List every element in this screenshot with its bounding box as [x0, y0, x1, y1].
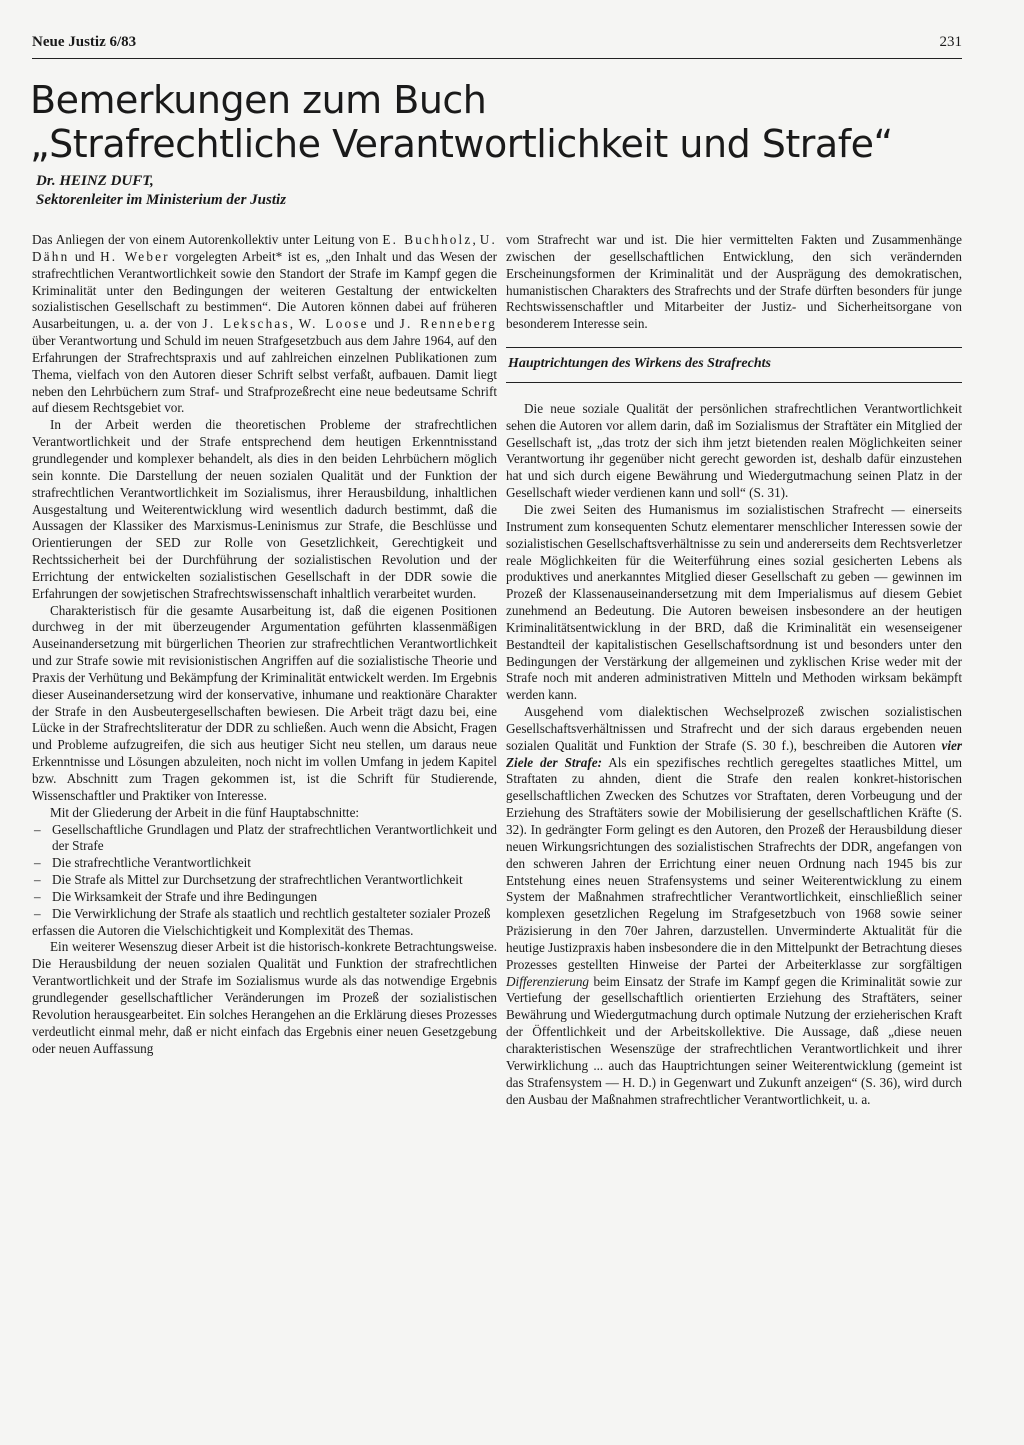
section-heading: Hauptrichtungen des Wirkens des Strafrechts [506, 347, 962, 383]
author-name-spaced: W. Loose [298, 316, 369, 332]
emphasis: vier Ziele der Strafe: [506, 737, 962, 770]
journal-issue: Neue Justiz 6/83 [32, 34, 137, 50]
page-number: 231 [939, 34, 962, 50]
emphasis: Differenzierung [506, 973, 590, 989]
title-line-2: „Strafrechtliche Verantwortlichkeit und Strafe“ [30, 122, 893, 166]
paragraph: Ein weiterer Wesenszug dieser Arbeit ist die historisch-konkrete Betrachtungsweise. Die Herausbildung der neuen sozialen Qualität und Funktion der strafrechtlichen Verantwortlichkeit und der Strafe im Sozialismus wurde als das notwendige Ergebnis grundlegender gesellschaftlicher Veränderungen im Prozeß der sozialistischen Revolution herausgearbeitet. Ein solches Herangehen an die Erklärung dieses Prozesses verdeutlicht einmal mehr, daß er nicht einfach das Ergebnis einer neuen Gesetzgebung oder neuen Auffassung [32, 939, 497, 1056]
chapter-list [32, 822, 497, 923]
list-item: – Die Wirksamkeit der Strafe und ihre Bedingungen [32, 889, 497, 906]
paragraph: Mit der Gliederung der Arbeit in die fünf Hauptabschnitte: [50, 804, 360, 820]
left-column [32, 232, 497, 1057]
author-block [36, 172, 536, 210]
article-title [30, 78, 930, 166]
author-name-spaced: J. Lekschas [202, 316, 290, 332]
author-position: Sektorenleiter im Ministerium der Justiz [36, 192, 287, 208]
author-name-spaced: H. Weber [100, 248, 170, 264]
author-name-spaced: J. Renneberg [399, 316, 497, 332]
paragraph: Die zwei Seiten des Humanismus im sozialistischen Strafrecht — einerseits Instrument zum konsequenten Schutz elementarer menschlicher Interessen sowie der sozialistischen Gesellschaftsverhältnisse zu sein und andererseits dem Rechtsverletzer reale Möglichkeiten für die Weiterführung eines sozial gesicherten Lebens als produktives und anerkanntes Mitglied dieser Gesellschaft zu geben — gewinnen im Prozeß der Klassenauseinandersetzung mit dem Imperialismus auf diesem Gebiet zunehmend an Bedeutung. Die Autoren beweisen insbesondere an der heutigen Kriminalitätsentwicklung in der BRD, daß die Kriminalität ein wesenseigener Bestandteil der kapitalistischen Gesellschaftsordnung ist und besonders unter den Bedingungen der Verstärkung der allgemeinen und zyklischen Krise weder mit der Strafe noch mit anderen administrativen Mitteln und Methoden wirksam bekämpft werden kann. [506, 501, 962, 703]
list-item: – Gesellschaftliche Grundlagen und Platz der strafrechtlichen Verantwortlichkeit und der Strafe [32, 822, 497, 856]
author-name-spaced: E. Buchholz [382, 232, 473, 247]
right-column [506, 232, 962, 1108]
paragraph: Ausgehend vom dialektischen Wechselprozeß zwischen sozialistischen Gesellschaftsverhältnissen und Strafrecht und der sich daraus ergebenden neuen sozialen Qualität und Funktion der Strafe (S. 30 f.), beschreiben die Autoren vier Ziele der Strafe: Als ein spezifisches rechtlich geregeltes staatliches Mittel, um Straftaten zu ahnden, dient die Strafe den realen konkret-historischen gesellschaftlichen Zwecken des Schutzes vor Straftaten, deren Vorbeugung und der Erziehung des Straftäters sowie der Mobilisierung der gesellschaftlichen Kräfte (S. 32). In gedrängter Form gelingt es den Autoren, den Prozeß der Herausbildung dieser neuen Wirkungsrichtungen des sozialistischen Strafrechts der DDR, angefangen von den schweren Jahren der Errichtung einer neuen Ordnung nach 1945 bis zur Entstehung eines neuen Strafensystems und seiner Weiterentwicklung zu einem System der Maßnahmen strafrechtlicher Verantwortlichkeit, einschließlich seiner komplexen gesetzlichen Regelung im Strafgesetzbuch von 1968 sowie seiner Präzisierung in den 70er Jahren, darzustellen. Unverminderte Aktualität für die heutige Justizpraxis haben insbesondere die in den Mittelpunkt der Betrachtung dieses Prozesses gestellten Hinweise der Partei der Arbeiterklasse zur sorgfältigen Differenzierung beim Einsatz der Strafe im Kampf gegen die Kriminalität sowie zur Vertiefung der gesellschaftlich orientierten Erziehung des Straftäters, seiner Bewährung und Wiedergutmachung durch optimale Nutzung der erzieherischen Kraft der Öffentlichkeit und der Arbeitskollektive. Die Aussage, daß „diese neuen charakteristischen Wesenszüge der strafrechtlichen Verantwortlichkeit und ihrer Verwirklichung ... auch das Hauptrichtungen seiner Weiterentwicklung (gemeint ist das Strafensystem — H. D.) in Gegenwart und Zukunft anzeigen“ (S. 36), wird durch den Ausbau der Maßnahmen strafrechtlicher Verantwortlichkeit, u. a. [506, 704, 963, 1107]
paragraph: erfassen die Autoren die Vielschichtigkeit und Komplexität des Themas. [32, 922, 414, 938]
list-item: – Die Strafe als Mittel zur Durchsetzung der strafrechtlichen Verantwortlichkeit [32, 872, 497, 889]
author-name-spaced: U. Dähn [32, 232, 497, 264]
paragraph: Charakteristisch für die gesamte Ausarbeitung ist, daß die eigenen Positionen durchweg in der mit überzeugender Argumentation geführten klassenmäßigen Auseinandersetzung mit bürgerlichen Theorien zur strafrechtlichen Verantwortlichkeit und zur Strafe sowie mit revisionistischen Angriffen auf die sozialistische Theorie und Praxis der Verhütung und Bekämpfung der Kriminalität entwickelt werden. Im Ergebnis dieser Auseinandersetzung wird der konservative, inhumane und reaktionäre Charakter der Strafe in den Ausbeutergesellschaften bewiesen. Die Arbeit trägt dazu bei, eine Lücke in der Strafrechtsliteratur der DDR zu schließen. Auch wenn die Absicht, Fragen und Probleme aufzugreifen, die sich aus heutiger Sicht neu stellen, um daraus neue Erkenntnisse und Lösungen abzuleiten, noch nicht im vollen Umfang in jedem Kapitel bzw. Abschnitt zum Tragen gekommen ist, ist die Schrift für Studierende, Wissenschaftler und Praktiker von Interesse. [32, 602, 497, 803]
paragraph: In der Arbeit werden die theoretischen Probleme der strafrechtlichen Verantwortlichkeit und der Strafe entsprechend dem heutigen Erkenntnisstand grundlegender und komplexer behandelt, als dies in den beiden Lehrbüchern möglich sein konnte. Die Darstellung der neuen sozialen Qualität und der Funktion der strafrechtlichen Verantwortlichkeit im Sozialismus, ihrer Herausbildung, inhaltlichen Ausgestaltung und Weiterentwicklung wird wesentlich dadurch bestimmt, daß die Aussagen der Klassiker des Marxismus-Leninismus zur Strafe, die Beschlüsse und Orientierungen der SED zur Rolle von Gesetzlichkeit, Gerechtigkeit und Rechtssicherheit bei der Durchführung der sozialistischen Revolution und der Errichtung der entwickelten sozialistischen Gesellschaft in der DDR sowie die Erfahrungen der sowjetischen Strafrechtswissenschaft inhaltlich verarbeitet wurden. [32, 417, 497, 601]
running-header [32, 34, 962, 59]
paragraph: Das Anliegen der von einem Autorenkollektiv unter Leitung von E. Buchholz, U. Dähn und H. Weber vorgelegten Arbeit* ist es, „den Inhalt und das Wesen der strafrechtlichen Verantwortlichkeit sowie den Standort der Strafe im Kampf gegen die Kriminalität unter den Bedingungen der weiteren Gestaltung der entwickelten sozialistischen Gesellschaft zu bestimmen“. Die Autoren können dabei auf früheren Ausarbeitungen, u. a. der von J. Lekschas, W. Loose und J. Renneberg über Verantwortung und Schuld im neuen Strafgesetzbuch aus dem Jahre 1964, auf den Erfahrungen der Strafrechtspraxis und auf zahlreichen einzelnen Publikationen zum Thema, vielfach von den Autoren dieser Schrift selbst verfaßt, aufbauen. Damit liegt neben den Lehrbüchern zum Straf- und Strafprozeßrecht eine neue bedeutsame Schrift auf diesem Rechtsgebiet vor. [32, 232, 498, 416]
author-name: Dr. HEINZ DUFT, [36, 173, 154, 189]
paragraph: vom Strafrecht war und ist. Die hier vermittelten Fakten und Zusammenhänge zwischen der gesellschaftlichen Entwicklung, den sich verändernden Erscheinungsformen der Kriminalität und der Ausprägung des demokratischen, humanistischen Charakters des Strafrechts und der Strafe dürften besonders für junge Rechtswissenschaftler und Mitarbeiter der Justiz- und Sicherheitsorgane von besonderem Interesse sein. [506, 232, 962, 332]
paragraph: Die neue soziale Qualität der persönlichen strafrechtlichen Verantwortlichkeit sehen die Autoren vor allem darin, daß im Sozialismus der Straftäter ein Mitglied der Gesellschaft ist, „das trotz der sich ihm jetzt bietenden realen Möglichkeiten seiner Verantwortung ihr gegenüber nicht gerecht geworden ist, deshalb dafür einzustehen hat und sich durch eigene Bewährung und Wiedergutmachung seinen Platz in der Gesellschaft wieder verdienen kann und soll“ (S. 31). [506, 400, 962, 501]
list-item: – Die Verwirklichung der Strafe als staatlich und rechtlich gestalteter sozialer Prozeß [32, 906, 497, 923]
list-item: – Die strafrechtliche Verantwortlichkeit [32, 855, 497, 872]
title-line-1: Bemerkungen zum Buch [30, 78, 487, 122]
